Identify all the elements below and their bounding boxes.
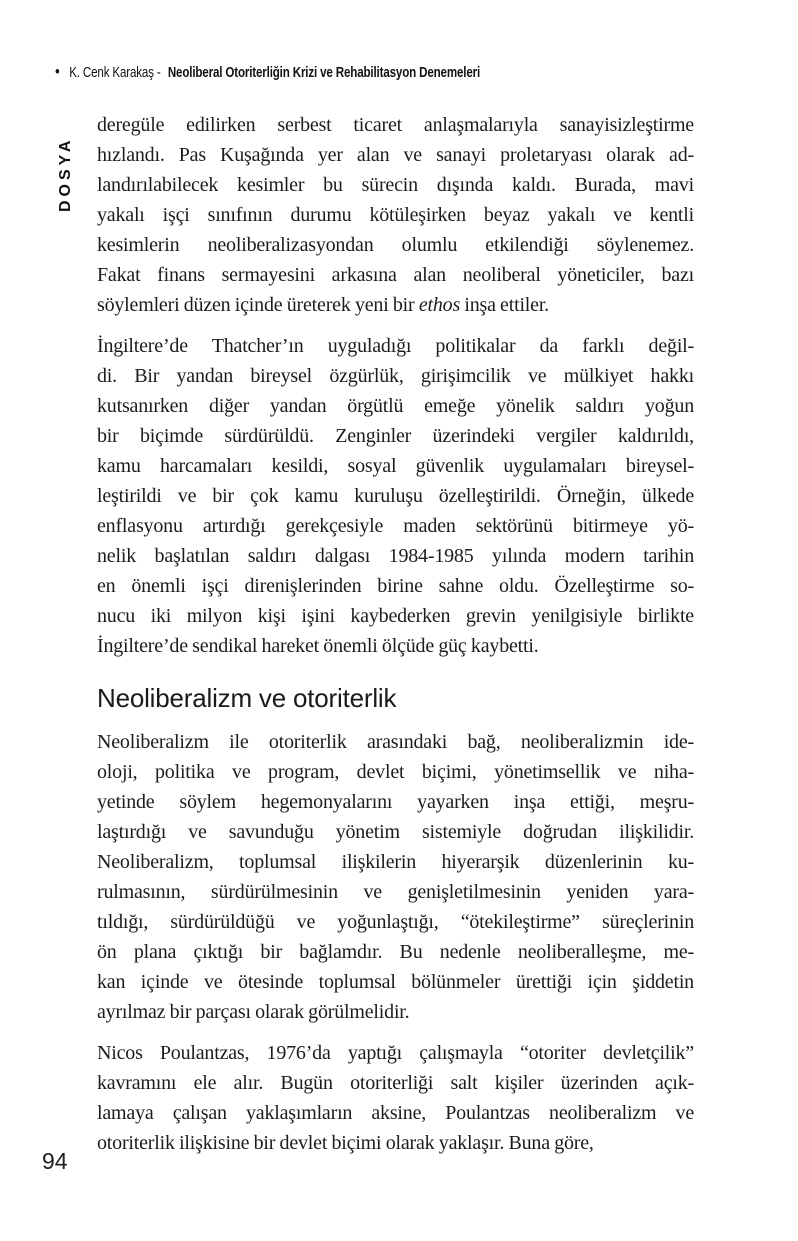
text-line: nucu iki milyon kişi işini kaybederken grevin yenilgisiyle birlikte (97, 605, 694, 627)
text-line: kesimlerin neoliberalizasyondan olumlu etkilendiği söylenemez. (97, 234, 694, 256)
text-line: enflasyonu artırdığı gerekçesiyle maden sektörünü bitirmeye yö- (97, 515, 694, 537)
text-line: kutsanırken diğer yandan örgütlü emeğe yönelik saldırı yoğun (97, 395, 694, 417)
text-line: di. Bir yandan bireysel özgürlük, girişimcilik ve mülkiyet hakkı (97, 365, 694, 387)
text-line: Neoliberalizm ile otoriterlik arasındaki bağ, neoliberalizmin ide- (97, 731, 694, 753)
text-line: ayrılmaz bir parçası olarak görülmelidir. (97, 1001, 410, 1023)
text-line: yetinde söylem hegemonyalarını yayarken inşa ettiği, meşru- (97, 791, 694, 813)
text-line: landırılabilecek kesimler bu sürecin dışında kaldı. Burada, mavi (97, 174, 694, 196)
text-line: kavramını ele alır. Bugün otoriterliği salt kişiler üzerinden açık- (97, 1072, 694, 1094)
text-line: söylemleri düzen içinde üreterek yeni bir ethos inşa ettiler. (97, 294, 549, 316)
text-line: leştirildi ve bir çok kamu kuruluşu özelleştirildi. Örneğin, ülkede (97, 485, 694, 507)
text-line: yakalı işçi sınıfının durumu kötüleşirken beyaz yakalı ve kentli (97, 204, 694, 226)
text-line: rulmasının, sürdürülmesinin ve genişletilmesinin yeniden yara- (97, 881, 694, 903)
text-line: oloji, politika ve program, devlet biçimi, yönetimsellik ve niha- (97, 761, 694, 783)
text-line: kamu harcamaları kesildi, sosyal güvenlik uygulamaları bireysel- (97, 455, 694, 477)
paragraph (97, 331, 694, 661)
text-line: bir biçimde sürdürüldü. Zenginler üzerindeki vergiler kaldırıldı, (97, 425, 694, 447)
running-header (55, 64, 694, 86)
text-line: ön plana çıktığı bir bağlamdır. Bu nedenle neoliberalleşme, me- (97, 941, 694, 963)
paragraph (97, 1038, 694, 1158)
paragraph (97, 110, 694, 320)
text-line: laştırdığı ve savunduğu yönetim sistemiyle doğrudan ilişkilidir. (97, 821, 694, 843)
bullet-icon: • (55, 62, 60, 81)
section-heading: Neoliberalizm ve otoriterlik (97, 683, 397, 713)
text-line: Nicos Poulantzas, 1976’da yaptığı çalışmayla “otoriter devletçilik” (97, 1042, 694, 1064)
paragraph (97, 727, 694, 1027)
text-line: otoriterlik ilişkisine bir devlet biçimi olarak yaklaşır. Buna göre, (97, 1132, 594, 1154)
text-line: İngiltere’de Thatcher’ın uyguladığı politikalar da farklı değil- (97, 335, 694, 357)
text-line: deregüle edilirken serbest ticaret anlaşmalarıyla sanayisizleştirme (97, 114, 694, 136)
text-line: hızlandı. Pas Kuşağında yer alan ve sanayi proletaryası olarak ad- (97, 144, 694, 166)
text-line: kan içinde ve ötesinde toplumsal bölünmeler ürettiği için şiddetin (97, 971, 694, 993)
text-line: tıldığı, sürdürüldüğü ve yoğunlaştığı, “ötekileştirme” süreçlerinin (97, 911, 694, 933)
content (97, 110, 694, 1158)
dossier-side-label: DOSYA (57, 136, 74, 212)
header-author: K. Cenk Karakaş - (69, 65, 161, 81)
text-line: nelik başlatılan saldırı dalgası 1984-1985 yılında modern tarihin (97, 545, 694, 567)
text-line: Neoliberalizm, toplumsal ilişkilerin hiyerarşik düzenlerinin ku- (97, 851, 694, 873)
running-header-text (55, 62, 481, 81)
header-title: Neoliberal Otoriterliğin Krizi ve Rehabilitasyon Denemeleri (167, 65, 481, 81)
text-line: lamaya çalışan yaklaşımların aksine, Poulantzas neoliberalizm ve (97, 1102, 694, 1124)
page-number: 94 (42, 1148, 68, 1174)
text-line: en önemli işçi direnişlerinden birine sahne oldu. Özelleştirme so- (97, 575, 694, 597)
text-line: Fakat finans sermayesini arkasına alan neoliberal yöneticiler, bazı (97, 264, 694, 286)
text-line: İngiltere’de sendikal hareket önemli ölçüde güç kaybetti. (97, 635, 539, 657)
